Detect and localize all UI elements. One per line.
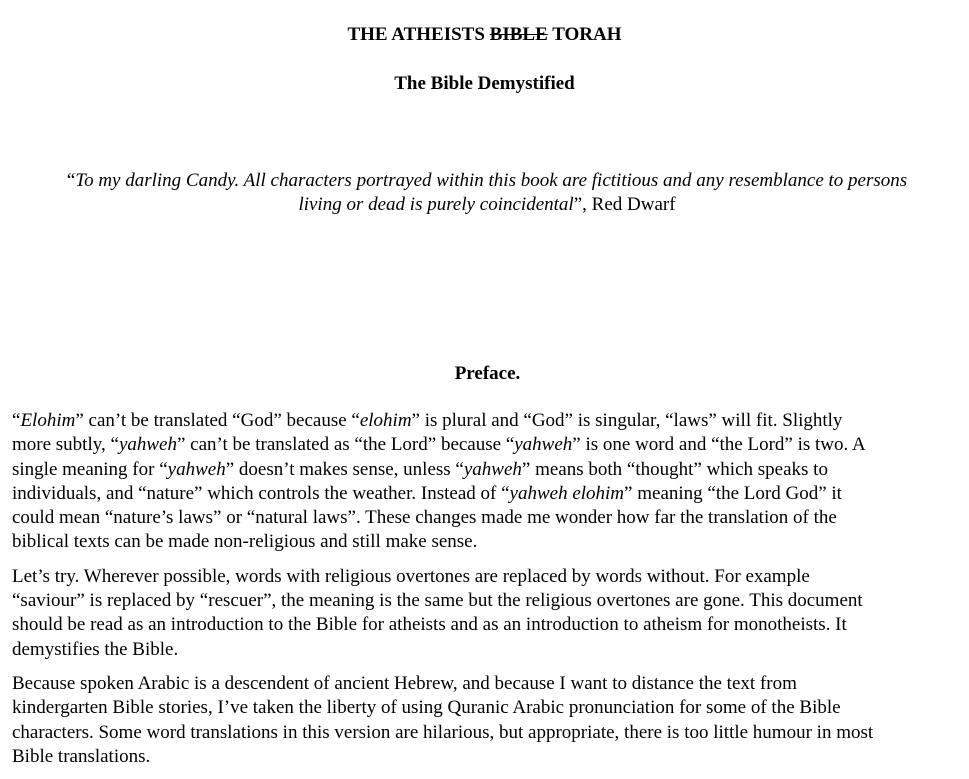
document-subtitle: The Bible Demystified <box>394 73 575 94</box>
text-run: more subtly, “ <box>12 434 119 456</box>
paragraph-line <box>12 506 960 530</box>
italic-term: elohim <box>359 410 412 431</box>
text-run: ” is plural and “God” is singular, “laws” will fit. Slightly <box>411 410 843 431</box>
italic-term: yahweh <box>118 434 177 456</box>
paragraph-line <box>12 458 960 482</box>
text-run: ” is one word and “the Lord” is two. A <box>572 434 866 456</box>
paragraph-line <box>12 482 960 506</box>
italic-term: yahweh <box>514 434 573 456</box>
text-run: individuals, and “nature” which controls the weather. Instead of “ <box>12 482 510 504</box>
paragraph-2 <box>12 565 960 662</box>
text-run: single meaning for “ <box>12 458 168 480</box>
text-run: biblical texts can be made non-religious and still make sense. <box>12 531 478 553</box>
paragraph-line: Bible translations. <box>12 745 151 767</box>
dedication-quote-line1: To my darling Candy. All characters portrayed within this book are fictitious and any resemblance to persons <box>75 170 908 191</box>
italic-term: yahweh elohim <box>509 482 625 504</box>
dedication-quote-line2: living or dead is purely coincidental <box>298 194 574 215</box>
italic-term: Elohim <box>20 410 76 431</box>
paragraph-line: “saviour” is replaced by “rescuer”, the meaning is the same but the religious overtones are gone. This document <box>12 590 863 612</box>
title-struck-word: BIBLE <box>489 24 548 45</box>
preface-body <box>12 409 960 779</box>
text-run: ” can’t be translated as “the Lord” because “ <box>177 434 515 456</box>
paragraph-line: kindergarten Bible stories, I’ve taken the liberty of using Quranic Arabic pronunciation for some of the Bible <box>12 697 841 719</box>
paragraph-1 <box>12 409 960 555</box>
text-run: ” means both “thought” which speaks to <box>521 458 828 480</box>
paragraph-line: Let’s try. Wherever possible, words with religious overtones are replaced by words without. For example <box>12 565 810 587</box>
document-title <box>0 23 969 47</box>
paragraph-line: characters. Some word translations in this version are hilarious, but appropriate, there is too little humour in most <box>12 721 874 743</box>
preface-heading: Preface. <box>454 363 521 384</box>
text-run: ” can’t be translated “God” because “ <box>75 410 360 431</box>
title-suffix: TORAH <box>552 24 622 45</box>
paragraph-line: should be read as an introduction to the Bible for atheists and as an introduction to atheism for monotheists. It <box>12 614 847 636</box>
paragraph-line <box>12 433 960 457</box>
dedication-quote <box>14 169 960 217</box>
dedication-open-quote: “ <box>66 170 76 191</box>
paragraph-line: Because spoken Arabic is a descendent of ancient Hebrew, and because I want to distance the text from <box>12 672 797 694</box>
text-run: ” meaning “the Lord God” it <box>624 482 842 504</box>
paragraph-line <box>12 530 960 554</box>
text-run: could mean “nature’s laws” or “natural laws”. These changes made me wonder how far the translation of the <box>12 507 837 529</box>
paragraph-line <box>12 409 960 433</box>
text-run: “ <box>12 410 21 431</box>
dedication-attribution: ”, Red Dwarf <box>573 194 676 215</box>
text-run: ” doesn’t makes sense, unless “ <box>225 458 464 480</box>
italic-term: yahweh <box>463 458 522 480</box>
paragraph-3 <box>12 672 960 769</box>
italic-term: yahweh <box>167 458 226 480</box>
paragraph-line: demystifies the Bible. <box>12 638 179 660</box>
title-prefix: THE ATHEISTS <box>347 24 485 45</box>
